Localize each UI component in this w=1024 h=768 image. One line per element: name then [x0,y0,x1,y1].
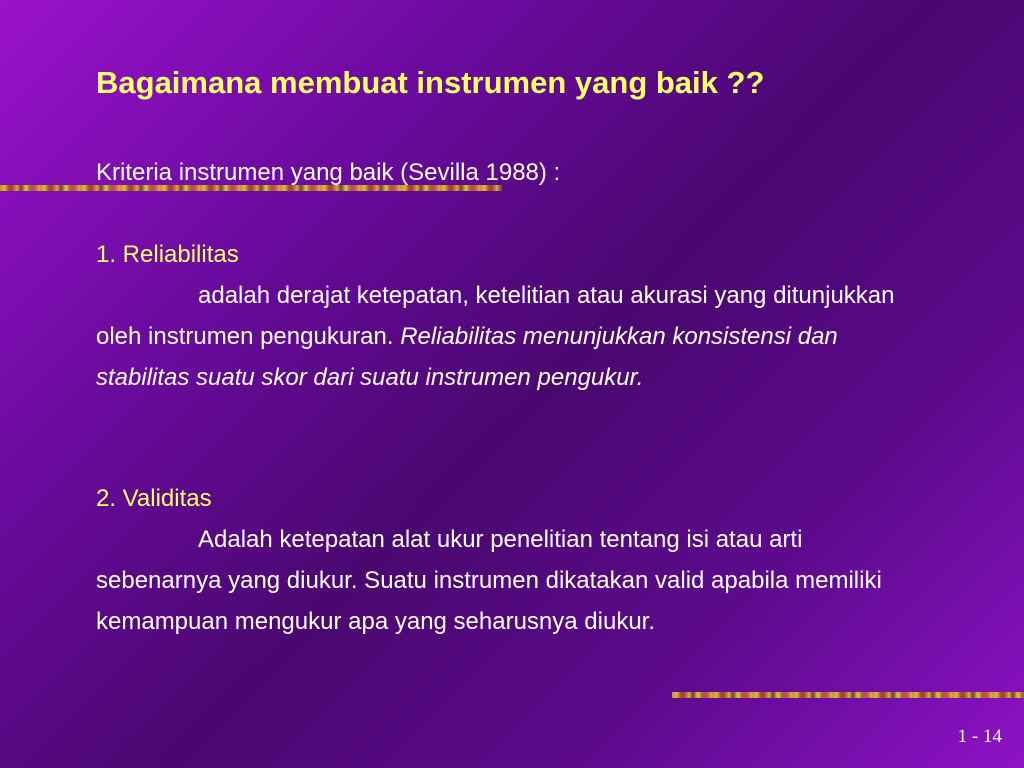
section-validitas [96,478,926,642]
section-body-validitas [96,519,926,642]
section-reliabilitas [96,234,926,398]
section-heading-validitas: 2. Validitas [96,485,212,512]
reliabilitas-definition: adalah derajat ketepatan, ketelitian atau akurasi yang ditunjukkan oleh instrumen pengukuran. [96,282,895,350]
section-heading-reliabilitas: 1. Reliabilitas [96,241,239,268]
page-number: 1 - 14 [957,726,1002,747]
decorative-stripe-bottom [672,692,1024,698]
slide-subtitle: Kriteria instrumen yang baik (Sevilla 1988) : [96,159,561,186]
validitas-definition: Adalah ketepatan alat ukur penelitian tentang isi atau arti sebenarnya yang diukur. Suatu instrumen dikatakan valid apabila memiliki kemampuan mengukur apa yang seharusnya diukur. [96,526,882,635]
section-body-reliabilitas [96,275,926,398]
reliabilitas-emphasis: Reliabilitas menunjukkan konsistensi dan stabilitas suatu skor dari suatu instrumen pengukur. [96,323,838,391]
slide-title: Bagaimana membuat instrumen yang baik ?? [96,65,765,100]
